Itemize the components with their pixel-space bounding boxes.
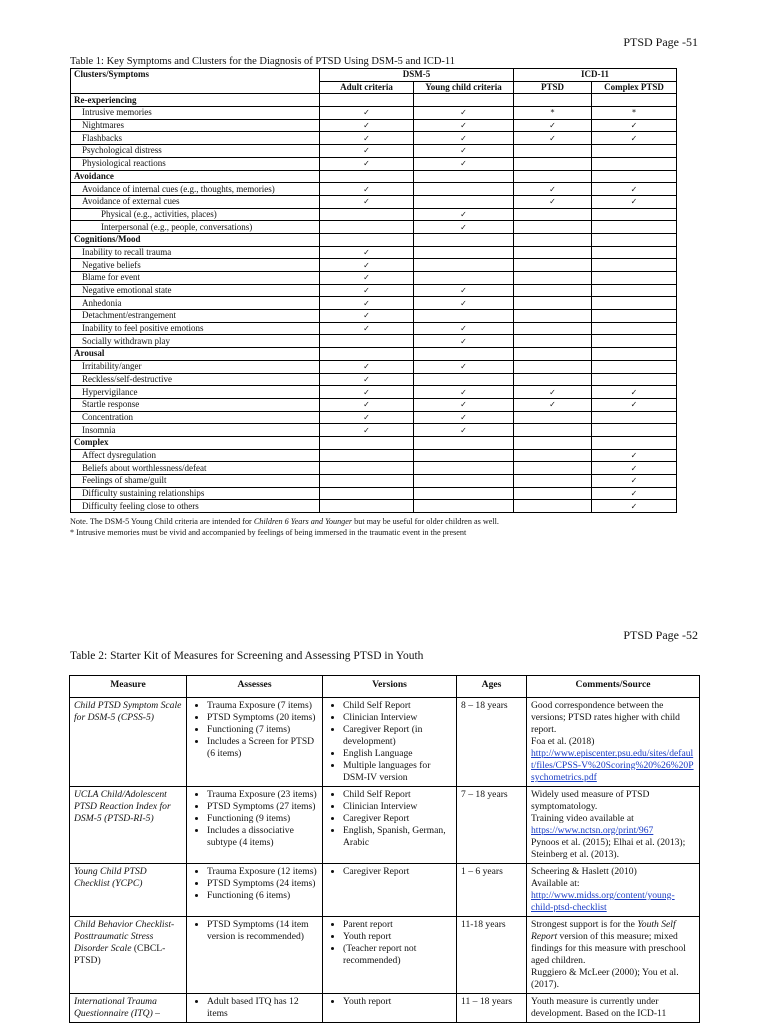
criteria-mark: ✓	[414, 132, 514, 145]
criteria-mark: ✓	[414, 208, 514, 221]
criteria-mark	[514, 221, 592, 234]
assesses-cell	[187, 994, 323, 1023]
criteria-mark: ✓	[320, 259, 414, 272]
criteria-mark: ✓	[414, 386, 514, 399]
comments-cell	[527, 787, 700, 864]
criteria-mark	[514, 322, 592, 335]
criteria-mark	[320, 449, 414, 462]
criteria-mark	[592, 322, 677, 335]
symptom-row	[71, 310, 677, 323]
list-item: • PTSD Symptoms (24 items)	[207, 878, 318, 890]
symptom-label: Startle response	[71, 398, 320, 411]
comment-part: version of this measure; mixed findings for this measure with preschool aged children.	[531, 931, 686, 966]
table-row	[70, 994, 700, 1023]
list-item: • Includes a Screen for PTSD (6 items)	[207, 736, 318, 760]
assesses-cell	[187, 698, 323, 787]
criteria-mark	[514, 310, 592, 323]
criteria-mark	[414, 170, 514, 183]
cluster-label: Re-experiencing	[71, 94, 320, 107]
criteria-mark: ✓	[414, 398, 514, 411]
symptom-row	[71, 272, 677, 285]
criteria-mark	[320, 500, 414, 513]
symptom-label: Difficulty feeling close to others	[71, 500, 320, 513]
list-item: • Parent report	[343, 919, 452, 931]
criteria-mark	[592, 424, 677, 437]
criteria-mark: ✓	[514, 119, 592, 132]
criteria-mark: ✓	[592, 500, 677, 513]
symptom-label: Reckless/self-destructive	[71, 373, 320, 386]
header-ptsd: PTSD	[514, 81, 592, 94]
header-versions: Versions	[323, 676, 457, 698]
criteria-mark	[414, 233, 514, 246]
symptom-label: Negative beliefs	[71, 259, 320, 272]
list-item: • Clinician Interview	[343, 712, 452, 724]
note-text: Note. The DSM-5 Young Child criteria are intended for	[70, 517, 254, 526]
symptom-row	[71, 322, 677, 335]
criteria-mark	[592, 259, 677, 272]
symptom-label: Intrusive memories	[71, 107, 320, 120]
header-young-child-criteria: Young child criteria	[414, 81, 514, 94]
criteria-mark: ✓	[320, 424, 414, 437]
criteria-mark	[514, 145, 592, 158]
symptom-label: Avoidance of external cues	[71, 195, 320, 208]
measure-name-italic: Child Behavior Checklist-Posttraumatic Stress Disorder Scale	[74, 919, 175, 954]
criteria-mark	[514, 411, 592, 424]
criteria-mark	[320, 208, 414, 221]
symptom-label: Difficulty sustaining relationships	[71, 487, 320, 500]
list-item: • Youth report	[343, 931, 452, 943]
criteria-mark	[514, 297, 592, 310]
criteria-mark	[414, 373, 514, 386]
measure-name: Child PTSD Symptom Scale for DSM-5 (CPSS-5)	[70, 698, 187, 787]
criteria-mark	[514, 373, 592, 386]
list-item: • Trauma Exposure (23 items)	[207, 789, 318, 801]
criteria-mark: ✓	[320, 195, 414, 208]
symptom-row	[71, 475, 677, 488]
cluster-row	[71, 436, 677, 449]
criteria-mark: ✓	[414, 119, 514, 132]
comments-cell	[527, 994, 700, 1023]
cluster-label: Arousal	[71, 348, 320, 361]
criteria-mark	[320, 335, 414, 348]
comment-part: Strongest support is for the	[531, 919, 638, 930]
comment-text: Available at:	[531, 878, 580, 889]
list-item: • Caregiver Report	[343, 813, 452, 825]
criteria-mark: ✓	[592, 487, 677, 500]
criteria-mark	[514, 475, 592, 488]
criteria-mark: ✓	[514, 195, 592, 208]
citation: Foa et al. (2018)	[531, 736, 595, 747]
criteria-mark	[514, 259, 592, 272]
symptom-label: Flashbacks	[71, 132, 320, 145]
criteria-mark	[592, 310, 677, 323]
criteria-mark: ✓	[414, 157, 514, 170]
ages-cell: 7 – 18 years	[457, 787, 527, 864]
page-number-label: PTSD Page -52	[623, 628, 698, 642]
symptom-label: Blame for event	[71, 272, 320, 285]
criteria-mark	[414, 310, 514, 323]
assesses-cell	[187, 864, 323, 917]
criteria-mark	[514, 94, 592, 107]
citation: Ruggiero & McLeer (2000); You et al. (2017).	[531, 967, 679, 990]
list-item: • Adult based ITQ has 12 items	[207, 996, 318, 1020]
symptom-row	[71, 424, 677, 437]
table-row	[70, 917, 700, 994]
cluster-row	[71, 170, 677, 183]
list-item: • Youth report	[343, 996, 452, 1008]
symptom-label: Nightmares	[71, 119, 320, 132]
criteria-mark: ✓	[320, 119, 414, 132]
measure-name	[70, 917, 187, 994]
criteria-mark: ✓	[414, 284, 514, 297]
header-ages: Ages	[457, 676, 527, 698]
measures-table	[69, 675, 700, 1023]
criteria-mark	[592, 373, 677, 386]
criteria-mark	[414, 272, 514, 285]
criteria-mark	[514, 233, 592, 246]
criteria-mark: ✓	[514, 183, 592, 196]
symptom-label: Affect dysregulation	[71, 449, 320, 462]
criteria-mark	[414, 348, 514, 361]
criteria-mark	[514, 170, 592, 183]
criteria-mark: ✓	[414, 322, 514, 335]
symptom-label: Anhedonia	[71, 297, 320, 310]
symptom-row	[71, 107, 677, 120]
symptom-row	[71, 195, 677, 208]
comment-text: Widely used measure of PTSD symptomatology.	[531, 789, 650, 812]
cluster-row	[71, 94, 677, 107]
criteria-mark	[414, 94, 514, 107]
criteria-mark	[592, 233, 677, 246]
symptom-label: Negative emotional state	[71, 284, 320, 297]
list-item: • Trauma Exposure (7 items)	[207, 700, 318, 712]
note-emphasis: Children 6 Years and Younger	[253, 517, 353, 526]
criteria-mark	[592, 145, 677, 158]
list-item: • PTSD Symptoms (27 items)	[207, 801, 318, 813]
header-measure: Measure	[70, 676, 187, 698]
criteria-mark	[320, 462, 414, 475]
symptom-row	[71, 335, 677, 348]
header-dsm5: DSM-5	[320, 69, 514, 82]
versions-cell	[323, 864, 457, 917]
comments-cell	[527, 917, 700, 994]
list-item: • Clinician Interview	[343, 801, 452, 813]
criteria-mark	[320, 436, 414, 449]
criteria-mark	[592, 348, 677, 361]
comments-cell	[527, 698, 700, 787]
criteria-mark	[592, 335, 677, 348]
criteria-mark	[592, 272, 677, 285]
symptom-label: Inability to feel positive emotions	[71, 322, 320, 335]
criteria-mark: ✓	[414, 145, 514, 158]
criteria-mark	[320, 170, 414, 183]
comment-text: Good correspondence between the versions; PTSD rates higher with child report.	[531, 700, 680, 735]
criteria-mark: ✓	[320, 310, 414, 323]
symptom-label: Detachment/estrangement	[71, 310, 320, 323]
symptom-row	[71, 284, 677, 297]
criteria-mark: ✓	[414, 221, 514, 234]
header-icd11: ICD-11	[514, 69, 677, 82]
criteria-mark	[514, 157, 592, 170]
list-item: • Includes a dissociative subtype (4 items)	[207, 825, 318, 849]
criteria-mark: ✓	[320, 272, 414, 285]
criteria-mark: ✓	[320, 107, 414, 120]
criteria-mark	[514, 424, 592, 437]
criteria-mark	[592, 436, 677, 449]
symptom-label: Socially withdrawn play	[71, 335, 320, 348]
list-item: • Child Self Report	[343, 789, 452, 801]
note-text: but may be useful for older children as well.	[352, 517, 499, 526]
table-1-caption: Table 1: Key Symptoms and Clusters for the Diagnosis of PTSD Using DSM-5 and ICD-11	[70, 56, 456, 67]
list-item: • Functioning (9 items)	[207, 813, 318, 825]
symptom-row	[71, 246, 677, 259]
list-item: • English, Spanish, German, Arabic	[343, 825, 452, 849]
criteria-mark	[414, 436, 514, 449]
criteria-mark: ✓	[592, 132, 677, 145]
criteria-mark	[592, 297, 677, 310]
criteria-mark: ✓	[592, 475, 677, 488]
criteria-mark	[320, 94, 414, 107]
criteria-mark: ✓	[592, 398, 677, 411]
criteria-mark: ✓	[320, 145, 414, 158]
criteria-mark: ✓	[320, 246, 414, 259]
criteria-mark: ✓	[320, 157, 414, 170]
criteria-mark	[514, 360, 592, 373]
table-row	[70, 864, 700, 917]
header-adult-criteria: Adult criteria	[320, 81, 414, 94]
list-item: • PTSD Symptoms (20 items)	[207, 712, 318, 724]
list-item: • English Language	[343, 748, 452, 760]
criteria-mark: ✓	[514, 398, 592, 411]
list-item: • Multiple languages for DSM-IV version	[343, 760, 452, 784]
source-link[interactable]: http://www.episcenter.psu.edu/sites/default/files/CPSS-V%20Scoring%20%26%20Psychometrics.pdf	[531, 748, 694, 783]
criteria-mark: ✓	[592, 462, 677, 475]
list-item: • Child Self Report	[343, 700, 452, 712]
header-clusters-symptoms: Clusters/Symptoms	[71, 69, 320, 94]
cluster-row	[71, 233, 677, 246]
symptom-label: Beliefs about worthlessness/defeat	[71, 462, 320, 475]
measure-abbrev: (CBCL-PTSD)	[74, 943, 166, 966]
ptsd-symptom-table	[70, 68, 677, 513]
criteria-mark: ✓	[514, 132, 592, 145]
symptom-row	[71, 360, 677, 373]
criteria-mark	[414, 259, 514, 272]
symptom-row	[71, 398, 677, 411]
criteria-mark: *	[592, 107, 677, 120]
criteria-mark: ✓	[514, 386, 592, 399]
criteria-mark: ✓	[320, 183, 414, 196]
criteria-mark	[414, 462, 514, 475]
measure-name: International Trauma Questionnaire (ITQ) –	[70, 994, 187, 1023]
criteria-mark	[414, 475, 514, 488]
symptom-row	[71, 132, 677, 145]
criteria-mark	[414, 500, 514, 513]
criteria-mark	[514, 335, 592, 348]
table-row	[70, 787, 700, 864]
criteria-mark	[514, 436, 592, 449]
symptom-label: Physiological reactions	[71, 157, 320, 170]
list-item: • Caregiver Report	[343, 866, 452, 878]
versions-cell	[323, 787, 457, 864]
criteria-mark: ✓	[414, 107, 514, 120]
list-item: • Functioning (6 items)	[207, 890, 318, 902]
symptom-label: Hypervigilance	[71, 386, 320, 399]
assesses-cell	[187, 917, 323, 994]
criteria-mark	[592, 170, 677, 183]
criteria-mark	[320, 475, 414, 488]
criteria-mark	[592, 94, 677, 107]
criteria-mark: ✓	[592, 119, 677, 132]
criteria-mark	[592, 208, 677, 221]
criteria-mark	[320, 487, 414, 500]
criteria-mark	[592, 360, 677, 373]
criteria-mark: ✓	[320, 132, 414, 145]
symptom-label: Feelings of shame/guilt	[71, 475, 320, 488]
list-item: • Caregiver Report (in development)	[343, 724, 452, 748]
criteria-mark	[514, 449, 592, 462]
symptom-row	[71, 411, 677, 424]
criteria-mark	[592, 284, 677, 297]
criteria-mark: ✓	[592, 183, 677, 196]
source-link[interactable]: https://www.nctsn.org/print/967	[531, 825, 654, 836]
comment-emphasis: Youth Self Report	[531, 919, 676, 942]
measure-name: Young Child PTSD Checklist (YCPC)	[70, 864, 187, 917]
criteria-mark	[414, 246, 514, 259]
criteria-mark: ✓	[320, 284, 414, 297]
versions-cell	[323, 994, 457, 1023]
symptom-rows	[71, 94, 677, 513]
criteria-mark	[414, 183, 514, 196]
header-assesses: Assesses	[187, 676, 323, 698]
symptom-row	[71, 208, 677, 221]
symptom-row	[71, 259, 677, 272]
symptom-label: Irritability/anger	[71, 360, 320, 373]
assesses-cell	[187, 787, 323, 864]
symptom-row	[71, 183, 677, 196]
criteria-mark	[514, 272, 592, 285]
table-1-notes	[70, 516, 499, 538]
comments-cell	[527, 864, 700, 917]
criteria-mark	[514, 208, 592, 221]
cluster-label: Cognitions/Mood	[71, 233, 320, 246]
symptom-row	[71, 373, 677, 386]
criteria-mark: ✓	[414, 360, 514, 373]
criteria-mark: ✓	[320, 322, 414, 335]
criteria-mark	[320, 348, 414, 361]
criteria-mark	[514, 462, 592, 475]
symptom-label: Psychological distress	[71, 145, 320, 158]
symptom-row	[71, 386, 677, 399]
criteria-mark: ✓	[414, 297, 514, 310]
cluster-row	[71, 348, 677, 361]
citation: Scheering & Haslett (2010)	[531, 866, 637, 877]
note-intrusive-memories: * Intrusive memories must be vivid and accompanied by feelings of being immersed in the traumatic event in the present	[70, 528, 467, 537]
criteria-mark	[320, 221, 414, 234]
criteria-mark	[592, 221, 677, 234]
criteria-mark	[592, 411, 677, 424]
cluster-label: Complex	[71, 436, 320, 449]
header-complex-ptsd: Complex PTSD	[592, 81, 677, 94]
versions-cell	[323, 917, 457, 994]
symptom-row	[71, 487, 677, 500]
symptom-row	[71, 462, 677, 475]
criteria-mark	[414, 487, 514, 500]
symptom-row	[71, 119, 677, 132]
criteria-mark	[414, 195, 514, 208]
comment-text: Youth measure is currently under development. Based on the ICD-11	[531, 996, 667, 1019]
ages-cell: 11-18 years	[457, 917, 527, 994]
symptom-label: Avoidance of internal cues (e.g., thoughts, memories)	[71, 183, 320, 196]
criteria-mark: ✓	[414, 335, 514, 348]
comment-text: Training video available at	[531, 813, 634, 824]
symptom-label: Inability to recall trauma	[71, 246, 320, 259]
criteria-mark: ✓	[414, 411, 514, 424]
list-item: • Functioning (7 items)	[207, 724, 318, 736]
criteria-mark: ✓	[592, 386, 677, 399]
criteria-mark: ✓	[320, 411, 414, 424]
source-link[interactable]: http://www.midss.org/content/young-child-ptsd-checklist	[531, 890, 675, 913]
criteria-mark: ✓	[592, 195, 677, 208]
criteria-mark	[592, 157, 677, 170]
citation: Pynoos et al. (2015); Elhai et al. (2013); Steinberg et al. (2013).	[531, 837, 686, 860]
symptom-row	[71, 157, 677, 170]
cluster-label: Avoidance	[71, 170, 320, 183]
ages-cell: 1 – 6 years	[457, 864, 527, 917]
criteria-mark	[514, 246, 592, 259]
criteria-mark: ✓	[320, 373, 414, 386]
page-number-label: PTSD Page -51	[623, 35, 698, 49]
criteria-mark	[514, 487, 592, 500]
symptom-row	[71, 500, 677, 513]
table-2-caption: Table 2: Starter Kit of Measures for Screening and Assessing PTSD in Youth	[70, 650, 424, 662]
criteria-mark: ✓	[320, 297, 414, 310]
symptom-row	[71, 221, 677, 234]
criteria-mark: ✓	[320, 386, 414, 399]
criteria-mark	[514, 284, 592, 297]
symptom-label: Interpersonal (e.g., people, conversations)	[71, 221, 320, 234]
ages-cell: 11 – 18 years	[457, 994, 527, 1023]
criteria-mark: ✓	[414, 424, 514, 437]
comment-text	[531, 919, 695, 967]
criteria-mark: ✓	[320, 398, 414, 411]
criteria-mark	[514, 348, 592, 361]
symptom-label: Concentration	[71, 411, 320, 424]
symptom-row	[71, 297, 677, 310]
versions-cell	[323, 698, 457, 787]
symptom-row	[71, 449, 677, 462]
criteria-mark: *	[514, 107, 592, 120]
list-item: • PTSD Symptoms (14 item version is recommended)	[207, 919, 318, 943]
criteria-mark	[592, 246, 677, 259]
list-item: • Trauma Exposure (12 items)	[207, 866, 318, 878]
symptom-row	[71, 145, 677, 158]
list-item: • (Teacher report not recommended)	[343, 943, 452, 967]
measure-name: UCLA Child/Adolescent PTSD Reaction Index for DSM-5 (PTSD-RI-5)	[70, 787, 187, 864]
symptom-label: Insomnia	[71, 424, 320, 437]
table-row	[70, 698, 700, 787]
criteria-mark: ✓	[592, 449, 677, 462]
criteria-mark	[514, 500, 592, 513]
header-comments-source: Comments/Source	[527, 676, 700, 698]
ages-cell: 8 – 18 years	[457, 698, 527, 787]
note-young-child	[70, 516, 499, 527]
criteria-mark	[414, 449, 514, 462]
criteria-mark: ✓	[320, 360, 414, 373]
symptom-label: Physical (e.g., activities, places)	[71, 208, 320, 221]
criteria-mark	[320, 233, 414, 246]
